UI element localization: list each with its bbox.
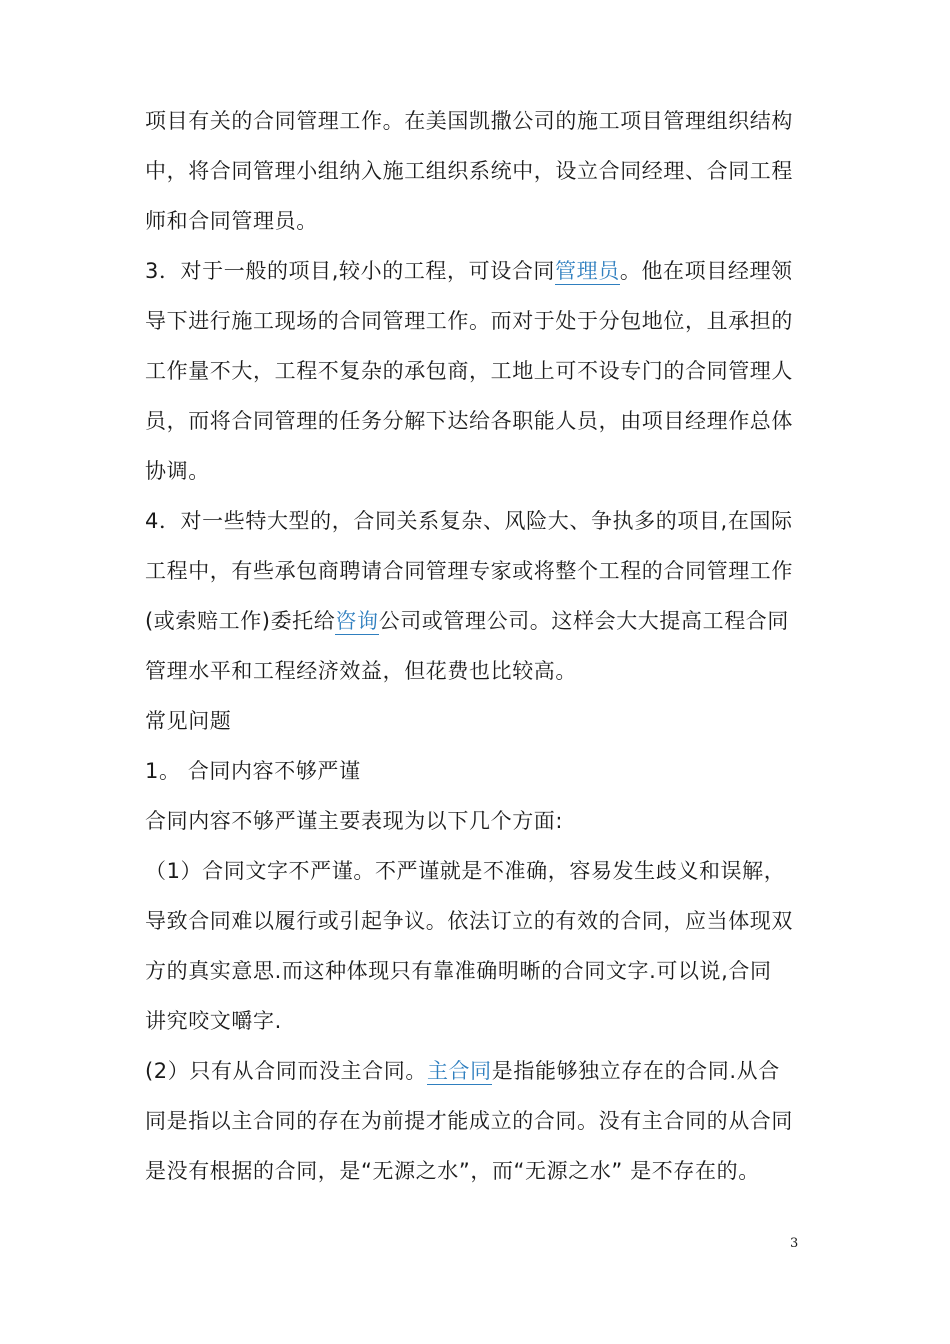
subsection-heading xyxy=(145,758,825,784)
paragraph-line xyxy=(145,308,825,334)
line-text: (2）只有从合同而没主合同。 xyxy=(145,1059,427,1083)
line-text: 管理水平和工程经济效益，但花费也比较高。 xyxy=(145,659,577,683)
line-text: 师和合同管理员。 xyxy=(145,209,318,233)
paragraph-line xyxy=(145,408,825,434)
paragraph-line xyxy=(145,558,825,584)
page-number: 3 xyxy=(790,1236,799,1251)
paragraph-line xyxy=(145,858,825,884)
heading-text: 常见问题 xyxy=(145,709,232,733)
line-text: (或索赔工作)委托给 xyxy=(145,609,336,633)
line-text: 。他在项目经理领 xyxy=(619,259,793,283)
paragraph-line xyxy=(145,608,825,634)
paragraph-line xyxy=(145,1058,825,1084)
line-text: 员，而将合同管理的任务分解下达给各职能人员，由项目经理作总体 xyxy=(145,409,793,433)
section-heading xyxy=(145,708,825,734)
line-text: 4．对一些特大型的，合同关系复杂、风险大、争执多的项目,在国际 xyxy=(145,509,793,533)
link-main-contract[interactable]: 主合同 xyxy=(426,1059,492,1083)
line-text: 工程中，有些承包商聘请合同管理专家或将整个工程的合同管理工作 xyxy=(145,559,793,583)
paragraph-line xyxy=(145,1158,825,1184)
line-text: 方的真实意思.而这种体现只有靠准确明晰的合同文字.可以说,合同 xyxy=(145,959,772,983)
line-text: 公司或管理公司。这样会大大提高工程合同 xyxy=(378,609,789,633)
line-text: 项目有关的合同管理工作。在美国凯撒公司的施工项目管理组织结构 xyxy=(145,109,793,133)
paragraph-line xyxy=(145,208,825,234)
paragraph-line xyxy=(145,258,825,284)
heading-text: 1。 合同内容不够严谨 xyxy=(145,759,361,783)
paragraph-line xyxy=(145,908,825,934)
link-contract-administrator[interactable]: 管理员 xyxy=(555,259,620,283)
paragraph-line xyxy=(145,808,825,834)
line-text: 同是指以主合同的存在为前提才能成立的合同。没有主合同的从合同 xyxy=(145,1109,793,1133)
line-text: 导下进行施工现场的合同管理工作。而对于处于分包地位，且承担的 xyxy=(145,309,793,333)
line-text: 是没有根据的合同，是“无源之水”，而“无源之水” 是不存在的。 xyxy=(145,1159,760,1183)
link-consulting[interactable]: 咨询 xyxy=(335,609,379,633)
line-text: 协调。 xyxy=(145,459,210,483)
line-text: 合同内容不够严谨主要表现为以下几个方面: xyxy=(145,809,564,833)
line-text: 讲究咬文嚼字. xyxy=(145,1009,282,1033)
paragraph-line xyxy=(145,1108,825,1134)
line-text: 是指能够独立存在的合同.从合 xyxy=(491,1059,780,1083)
paragraph-line xyxy=(145,358,825,384)
paragraph-line xyxy=(145,458,825,484)
paragraph-line xyxy=(145,1008,825,1034)
paragraph-line xyxy=(145,508,825,534)
line-text: 中，将合同管理小组纳入施工组织系统中，设立合同经理、合同工程 xyxy=(145,159,793,183)
paragraph-line xyxy=(145,108,825,134)
line-text: （1）合同文字不严谨。不严谨就是不准确，容易发生歧义和误解， xyxy=(145,859,786,883)
paragraph-line xyxy=(145,658,825,684)
paragraph-line xyxy=(145,958,825,984)
line-text: 导致合同难以履行或引起争议。依法订立的有效的合同，应当体现双 xyxy=(145,909,793,933)
line-text: 工作量不大，工程不复杂的承包商，工地上可不设专门的合同管理人 xyxy=(145,359,793,383)
paragraph-line xyxy=(145,158,825,184)
line-text: 3．对于一般的项目,较小的工程，可设合同 xyxy=(145,259,556,283)
